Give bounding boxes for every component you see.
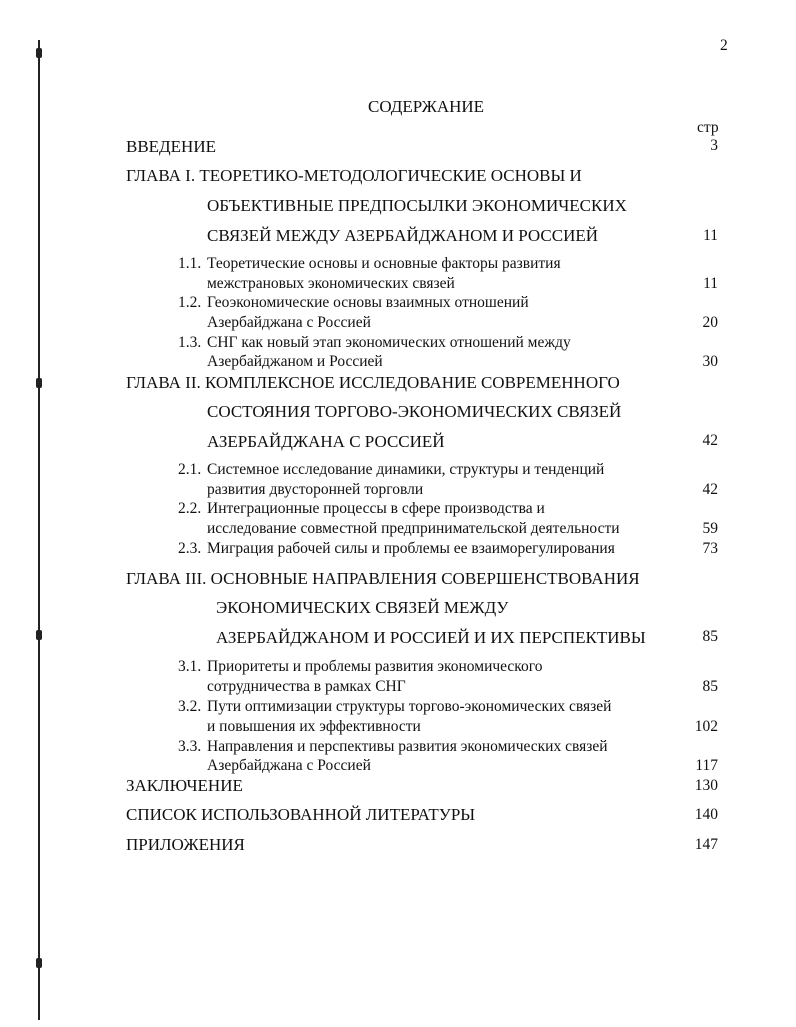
toc-section-3-2[interactable]: Пути оптимизации структуры торгово-экономических связей [207,698,612,715]
toc-chapter-3-line2: ЭКОНОМИЧЕСКИХ СВЯЗЕЙ МЕЖДУ [216,598,509,617]
binding-mark [36,48,42,58]
toc-section-3-1-line2: сотрудничества в рамках СНГ [207,678,406,695]
toc-page: 130 [694,777,718,794]
toc-page: 42 [702,481,718,498]
toc-page: 11 [703,227,718,244]
toc-page: 59 [702,520,718,537]
toc-chapter-1-line3: СВЯЗЕЙ МЕЖДУ АЗЕРБАЙДЖАНОМ И РОССИЕЙ [207,226,599,245]
toc-page: 147 [694,836,718,853]
toc-title: СОДЕРЖАНИЕ [368,97,485,116]
toc-section-number: 1.1. [178,255,202,272]
toc-page: 117 [695,757,718,774]
toc-section-2-3[interactable]: Миграция рабочей силы и проблемы ее взаиморегулирования [207,540,615,557]
toc-entry-conclusion[interactable]: ЗАКЛЮЧЕНИЕ [126,776,243,795]
page-column-label: стр [697,119,719,136]
toc-page: 42 [702,432,718,449]
toc-chapter-1-line2: ОБЪЕКТИВНЫЕ ПРЕДПОСЫЛКИ ЭКОНОМИЧЕСКИХ [207,196,627,215]
toc-page: 140 [694,806,718,823]
toc-chapter-2[interactable]: ГЛАВА II. КОМПЛЕКСНОЕ ИССЛЕДОВАНИЕ СОВРЕМЕННОГО [126,373,620,392]
binding-mark [36,958,42,968]
binding-edge [36,40,41,1020]
toc-section-1-1-line2: межстрановых экономических связей [207,275,455,292]
toc-section-3-2-line2: и повышения их эффективности [207,718,421,735]
toc-entry-bibliography[interactable]: СПИСОК ИСПОЛЬЗОВАННОЙ ЛИТЕРАТУРЫ [126,805,476,824]
toc-section-1-3[interactable]: СНГ как новый этап экономических отношений между [207,334,571,351]
toc-section-number: 2.1. [178,461,202,478]
toc-section-3-3[interactable]: Направления и перспективы развития экономических связей [207,738,608,755]
toc-page: 30 [702,353,718,370]
toc-section-number: 1.2. [178,294,202,311]
toc-section-number: 3.3. [178,738,202,755]
toc-section-number: 3.2. [178,698,202,715]
toc-section-2-2[interactable]: Интеграционные процессы в сфере производства и [207,500,545,517]
binding-mark [36,630,42,640]
toc-section-1-3-line2: Азербайджаном и Россией [207,353,383,370]
toc-section-1-1[interactable]: Теоретические основы и основные факторы развития [207,255,561,272]
toc-page: 11 [703,275,718,292]
toc-section-3-1[interactable]: Приоритеты и проблемы развития экономического [207,658,543,675]
page-number: 2 [720,37,728,54]
toc-section-2-1-line2: развития двусторонней торговли [207,481,424,498]
toc-section-2-1[interactable]: Системное исследование динамики, структуры и тенденций [207,461,605,478]
binding-line [38,40,40,1020]
toc-section-1-2-line2: Азербайджана с Россией [207,314,371,331]
toc-page: 102 [694,718,718,735]
toc-chapter-2-line3: АЗЕРБАЙДЖАНА С РОССИЕЙ [207,432,445,451]
toc-page: 73 [702,540,718,557]
toc-entry-intro[interactable]: ВВЕДЕНИЕ [126,137,216,156]
toc-chapter-3[interactable]: ГЛАВА III. ОСНОВНЫЕ НАПРАВЛЕНИЯ СОВЕРШЕНСТВОВАНИЯ [126,569,640,588]
toc-page: 85 [702,628,718,645]
toc-section-3-3-line2: Азербайджана с Россией [207,757,371,774]
toc-page: 3 [710,137,718,154]
toc-chapter-1[interactable]: ГЛАВА I. ТЕОРЕТИКО-МЕТОДОЛОГИЧЕСКИЕ ОСНОВЫ И [126,166,582,185]
toc-page: 85 [702,678,718,695]
toc-section-number: 1.3. [178,334,202,351]
toc-chapter-3-line3: АЗЕРБАЙДЖАНОМ И РОССИЕЙ И ИХ ПЕРСПЕКТИВЫ [216,628,646,647]
toc-section-number: 2.3. [178,540,202,557]
toc-page: 20 [702,314,718,331]
toc-section-number: 2.2. [178,500,202,517]
toc-section-number: 3.1. [178,658,202,675]
toc-entry-appendices[interactable]: ПРИЛОЖЕНИЯ [126,835,245,854]
toc-chapter-2-line2: СОСТОЯНИЯ ТОРГОВО-ЭКОНОМИЧЕСКИХ СВЯЗЕЙ [207,402,622,421]
toc-section-2-2-line2: исследование совместной предпринимательской деятельности [207,520,620,537]
toc-section-1-2[interactable]: Геоэкономические основы взаимных отношений [207,294,529,311]
binding-mark [36,378,42,388]
